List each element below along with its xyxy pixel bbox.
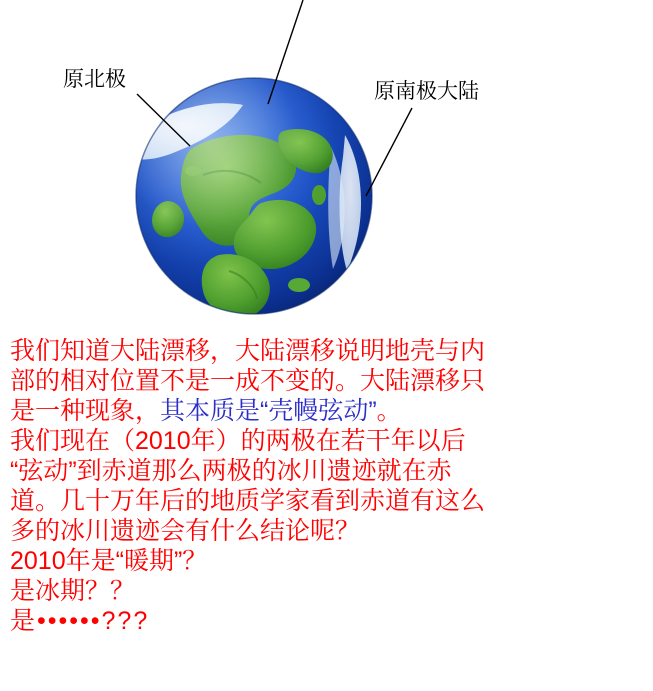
body-line-6: 道。几十万年后的地质学家看到赤道有这么 xyxy=(10,487,486,515)
callout-label-north-pole: 原北极 xyxy=(63,68,126,91)
body-text-block xyxy=(10,336,650,636)
body-line-2: 部的相对位置不是一成不变的。大陆漂移只 xyxy=(10,367,486,395)
body-line-10: 是••••••??? xyxy=(10,607,150,635)
body-line-3 xyxy=(10,396,650,426)
callout-label-south-continent: 原南极大陆 xyxy=(374,80,479,103)
body-line-3-seg-2: 其本质是“壳幔弦动” xyxy=(160,397,377,425)
earth-globe-image xyxy=(133,75,375,317)
body-line-3-seg-1: 是一种现象， xyxy=(10,397,161,425)
body-line-1: 我们知道大陆漂移，大陆漂移说明地壳与内 xyxy=(10,337,486,365)
globe-svg xyxy=(133,75,375,317)
body-line-8: 2010年是“暖期”？ xyxy=(10,547,208,575)
body-line-9: 是冰期？？ xyxy=(10,577,136,605)
body-line-4: 我们现在（2010年）的两极在若干年以后 xyxy=(10,427,466,455)
body-line-5: “弦动”到赤道那么两极的冰川遗迹就在赤 xyxy=(10,457,452,485)
body-line-7: 多的冰川遗迹会有什么结论呢？ xyxy=(10,517,361,545)
body-line-3-seg-3: 。 xyxy=(376,397,402,425)
